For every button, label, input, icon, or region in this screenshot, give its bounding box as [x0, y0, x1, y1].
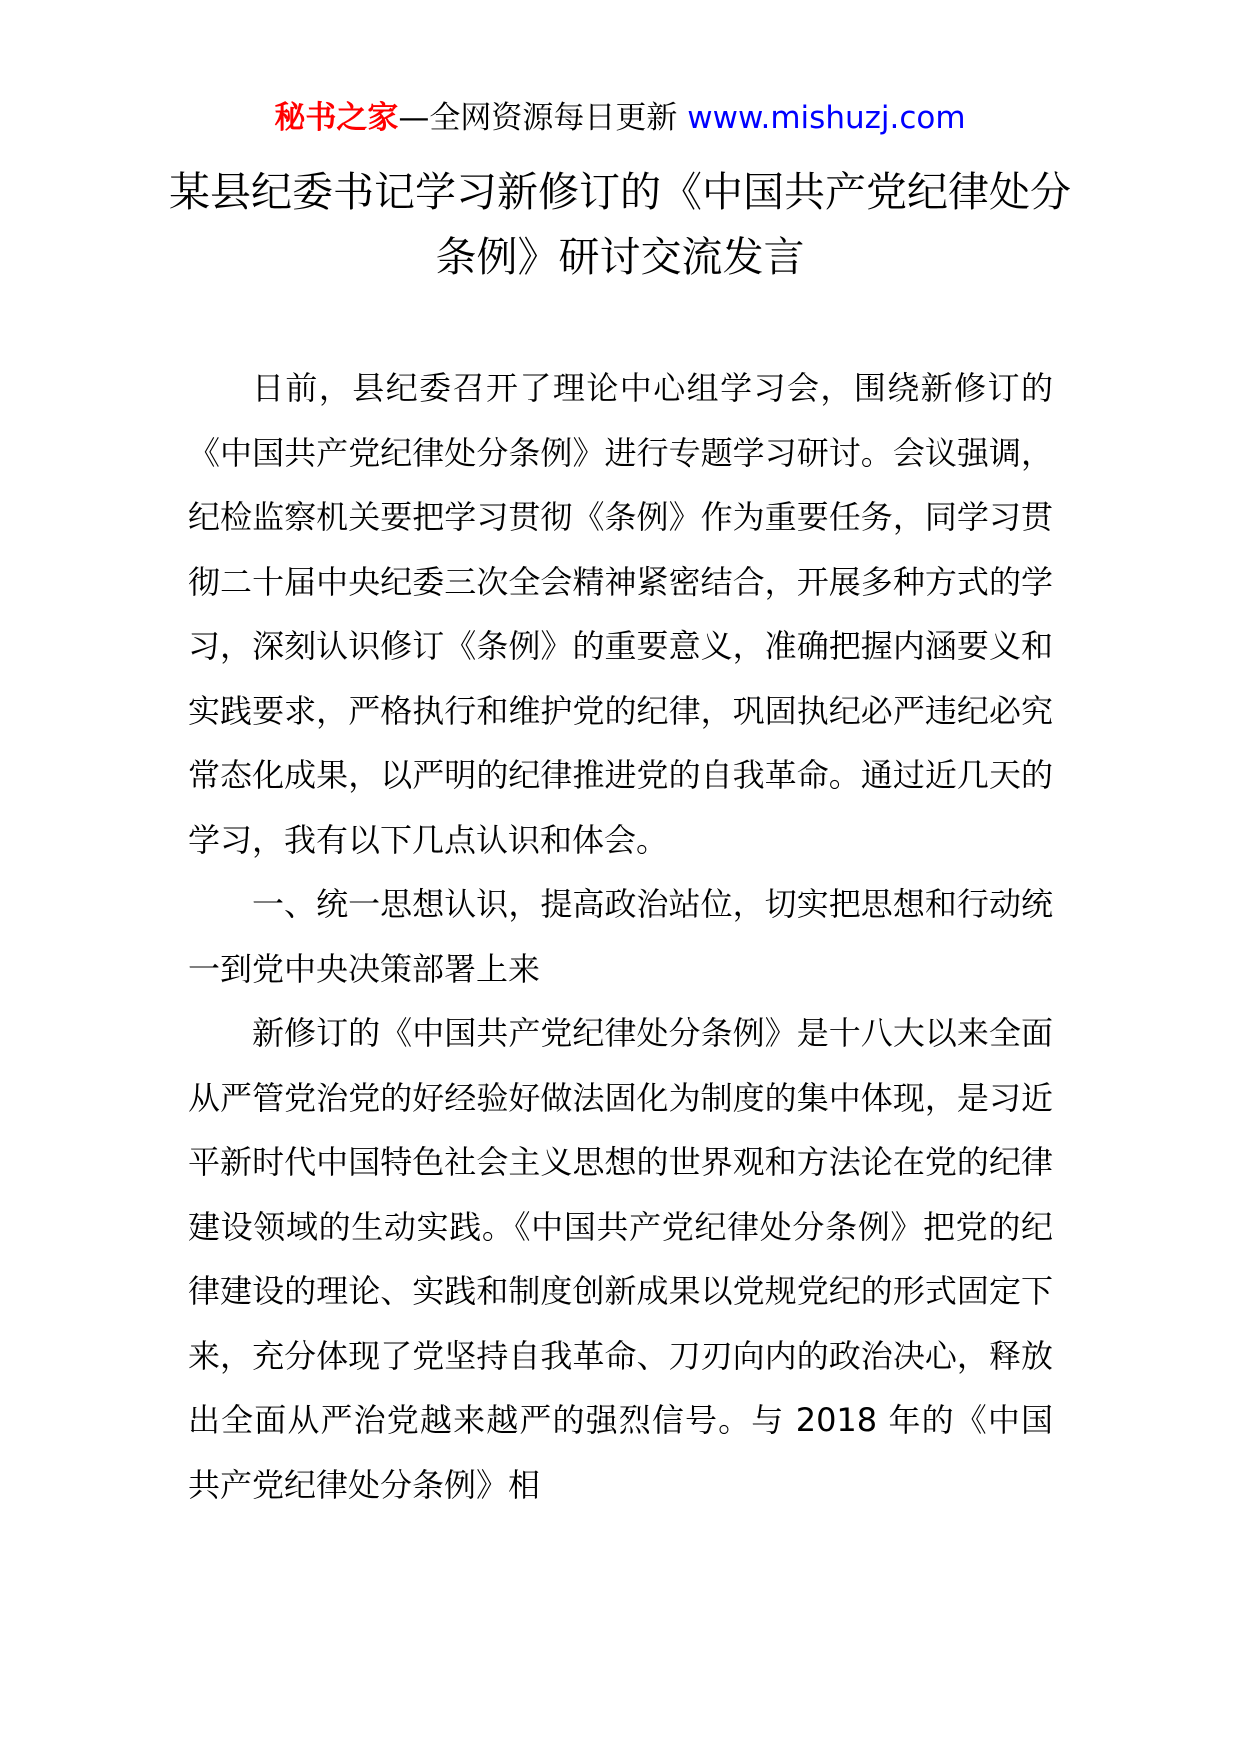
paragraph-section-1: 新修订的《中国共产党纪律处分条例》是十八大以来全面从严管党治党的好经验好做法固化为制度的集中体现，是习近平新时代中国特色社会主义思想的世界观和方法论在党的纪律建设领域的生动实践。《中国共产党纪律处分条例》把党的纪律建设的理论、实践和制度创新成果以党规党纪的形式固定下来，充分体现了党坚持自我革命、刀刃向内的政治决心，释放出全面从严治党越来越严的强烈信号。与 2018 年的《中国共产党纪律处分条例》相 — [188, 1014, 1053, 1504]
paragraph-intro: 日前，县纪委召开了理论中心组学习会，围绕新修订的《中国共产党纪律处分条例》进行专题学习研讨。会议强调，纪检监察机关要把学习贯彻《条例》作为重要任务，同学习贯彻二十届中央纪委三次全会精神紧密结合，开展多种方式的学习，深刻认识修订《条例》的重要意义，准确把握内涵要义和实践要求，严格执行和维护党的纪律，巩固执纪必严违纪必究常态化成果，以严明的纪律推进党的自我革命。通过近几天的学习，我有以下几点认识和体会。 — [188, 369, 1053, 859]
brand-name: 秘书之家 — [274, 100, 399, 136]
document-title: 某县纪委书记学习新修订的《中国共产党纪律处分条例》研讨交流发言 — [169, 168, 1071, 281]
site-header — [0, 98, 1240, 138]
header-tagline: —全网资源每日更新 — [398, 100, 688, 136]
section-heading-1: 一、统一思想认识，提高政治站位，切实把思想和行动统一到党中央决策部署上来 — [188, 885, 1053, 988]
document-body — [188, 356, 1053, 1517]
site-url-link[interactable]: www.mishuzj.com — [687, 100, 966, 136]
